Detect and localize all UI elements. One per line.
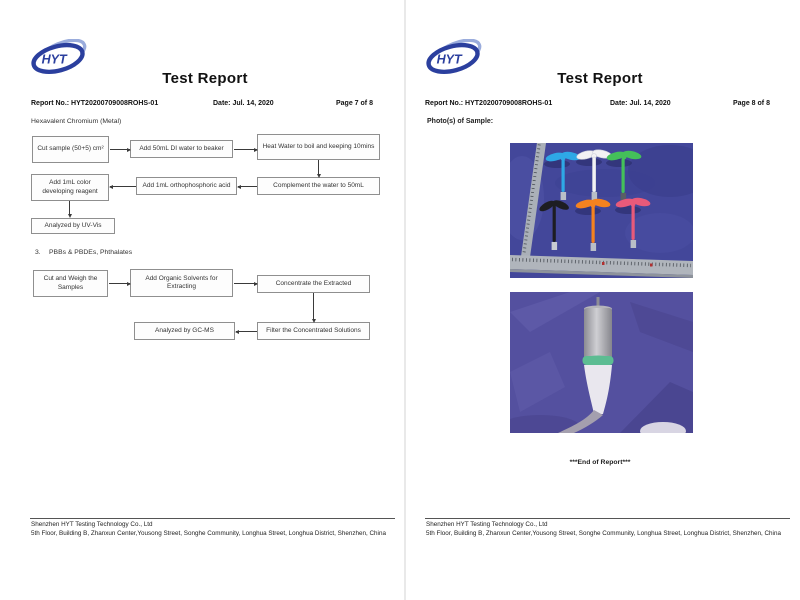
report-date: Date: Jul. 14, 2020 — [610, 100, 671, 107]
sample-photo-motor — [510, 292, 693, 433]
footer-company: Shenzhen HYT Testing Technology Co., Ltd — [426, 521, 548, 528]
footer-address: 5th Floor, Building B, Zhanxun Center,Yousong Street, Songhe Community, Longhua Street, Longhua District, Shenzhen, China — [426, 530, 781, 538]
flowchart-box-cut-weigh: Cut and Weigh the Samples — [33, 270, 108, 297]
arrow-left-icon — [236, 331, 257, 332]
arrow-right-icon — [110, 149, 130, 150]
flowchart-box-organic-solvents: Add Organic Solvents for Extracting — [130, 269, 233, 297]
report-number: Report No.: HYT20200709008ROHS-01 — [425, 100, 553, 107]
end-of-report-label: ***End of Report*** — [569, 459, 631, 466]
flowchart-box-filter-solutions: Filter the Concentrated Solutions — [257, 322, 370, 340]
logo-text: HYT — [41, 52, 67, 67]
report-date: Date: Jul. 14, 2020 — [213, 100, 274, 107]
arrow-left-icon — [110, 186, 136, 187]
page-title: Test Report — [557, 70, 643, 87]
footer — [31, 520, 391, 538]
flowchart-box-concentrate: Concentrate the Extracted — [257, 275, 370, 293]
arrow-left-icon — [238, 186, 257, 187]
page-gap-divider — [404, 0, 406, 600]
section-hexavalent-chromium: Hexavalent Chromium (Metal) — [31, 118, 122, 125]
section-number: 3. — [35, 249, 41, 256]
flowchart-box-add-di-water: Add 50mL DI water to beaker — [130, 140, 233, 158]
footer-divider — [30, 518, 395, 519]
page-number: Page 8 of 8 — [733, 100, 770, 107]
footer — [426, 520, 786, 538]
arrow-down-icon — [69, 201, 70, 214]
arrow-right-icon — [234, 283, 257, 284]
footer-address: 5th Floor, Building B, Zhanxun Center,Yousong Street, Songhe Community, Longhua Street, Longhua District, Shenzhen, China — [31, 530, 386, 538]
arrow-down-icon — [313, 293, 314, 319]
footer-divider — [425, 518, 790, 519]
photos-of-sample-label: Photo(s) of Sample: — [427, 118, 494, 125]
flowchart-box-analyzed-uv-vis: Analyzed by UV-Vis — [31, 218, 115, 234]
page-title: Test Report — [162, 70, 248, 87]
footer-company: Shenzhen HYT Testing Technology Co., Ltd — [31, 521, 153, 528]
logo-text: HYT — [436, 52, 462, 67]
report-number: Report No.: HYT20200709008ROHS-01 — [31, 100, 159, 107]
section-pbbs-pbdes: PBBs & PBDEs, Phthalates — [49, 249, 133, 256]
arrow-down-icon — [318, 160, 319, 174]
flowchart-box-analyzed-gc-ms: Analyzed by GC-MS — [134, 322, 235, 340]
report-page-8 — [400, 0, 800, 600]
page-number: Page 7 of 8 — [336, 100, 373, 107]
sample-photo-fans — [510, 143, 693, 278]
flowchart-box-complement-water: Complement the water to 50mL — [257, 177, 380, 195]
flowchart-box-heat-water: Heat Water to boil and keeping 10mins — [257, 134, 380, 160]
arrow-right-icon — [109, 283, 130, 284]
flowchart-box-orthophosphoric-acid: Add 1mL orthophosphoric acid — [136, 177, 237, 195]
flowchart-box-color-reagent: Add 1mL color developing reagent — [31, 174, 109, 201]
flowchart-box-cut-sample: Cut sample (50+5) cm² — [32, 136, 109, 163]
arrow-right-icon — [234, 149, 257, 150]
